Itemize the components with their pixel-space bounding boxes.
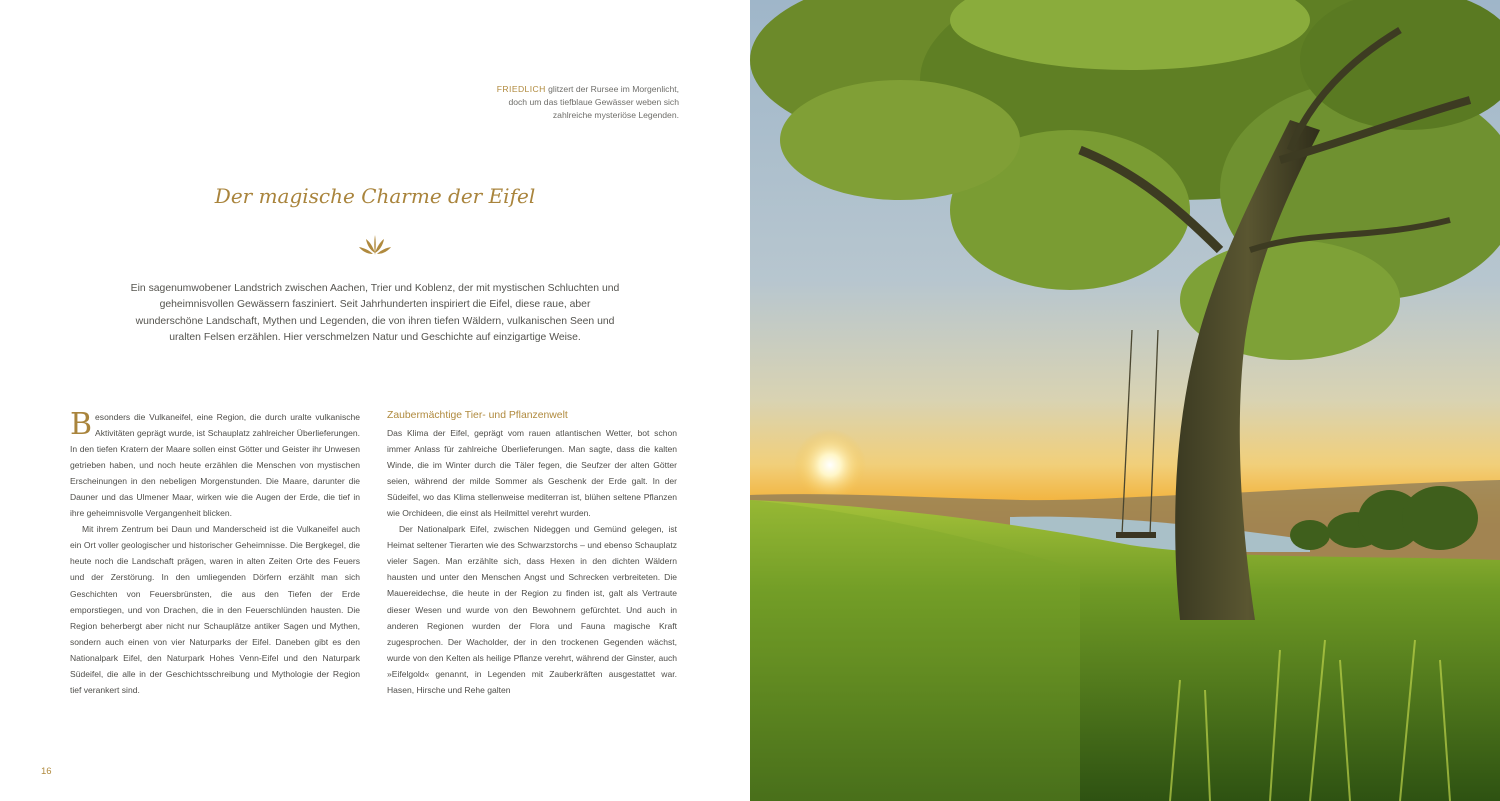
photo-page: [750, 0, 1500, 801]
caption-lead-word: FRIEDLICH: [496, 84, 546, 94]
sun: [794, 429, 866, 501]
caption-line-2: doch um das tiefblaue Gewässer weben sich: [508, 97, 679, 107]
chapter-title: Der magische Charme der Eifel: [214, 184, 536, 208]
paragraph-1: [70, 409, 360, 521]
text-column-right: [387, 409, 677, 698]
paragraph-3: Das Klima der Eifel, geprägt vom rauen atlantischen Wetter, bot schon immer Anlass für zahlreiche Überlieferungen. Man sagte, dass die kalten Winde, die im Winter durch die Täler fegen, die Seufzer der alten Götter seien, während der milde Sommer als Geschenk der Erde galt. In der Südeifel, wo das Klima stellenweise mediterran ist, blühen seltene Pflanzen wie Orchideen, die einst als Heilmittel verehrt wurden.: [387, 428, 677, 519]
paragraph-4: Der Nationalpark Eifel, zwischen Nideggen und Gemünd gelegen, ist Heimat seltener Tierarten wie des Schwarzstorchs – und ebenso Schauplatz vieler Sagen. Man erzählte sich, dass Hexen in den dichten Wäldern hausten und unter den Menschen Angst und Schrecken verbreiteten. Die Mauereidechse, die heute in der Region zu finden ist, galt als Vertraute dieser Wesen und wurde von den Bewohnern gefürchtet. Und auch in anderen Regionen wurden der Flora und Fauna magische Kraft zugesprochen. Der Wacholder, der in den trockenen Gegenden wächst, wurde von den Kelten als heilige Pflanze verehrt, während der Ginster, auch »Eifelgold« genannt, in Legenden mit Zauberkräften ausgestattet war. Hasen, Hirsche und Rehe galten: [387, 524, 677, 695]
landscape-photo: [750, 0, 1500, 801]
intro-paragraph: Ein sagenumwobener Landstrich zwischen Aachen, Trier und Koblenz, der mit mystischen Schluchten und geheimnisvollen Gewässern fasziniert. Seit Jahrhunderten inspiriert die Eifel, diese raue, aber wunderschöne Landschaft, Mythen und Legenden, die von ihren tiefen Wäldern, vulkanischen Seen und uralten Felsen erzählen. Hier verschmelzen Natur und Geschichte auf einzigartige Weise.: [130, 283, 620, 343]
photo-caption: [379, 83, 679, 122]
caption-line-3: zahlreiche mysteriöse Legenden.: [552, 110, 679, 120]
drop-cap: B: [70, 407, 93, 442]
text-column-left: [70, 409, 360, 698]
caption-line-1-rest: glitzert der Rursee im Morgenlicht,: [545, 84, 679, 94]
caption-line-1: [379, 83, 679, 96]
paragraph-1-text: esonders die Vulkaneifel, eine Region, die durch uralte vulkanische Aktivitäten geprägt wurde, ist Schauplatz zahlreicher Überlieferungen. In den tiefen Kratern der Maare sollen einst Götter und Geister ihr Unwesen getrieben haben, und noch heute erzählen die Menschen von mystischen Erscheinungen in den nebeligen Morgenstunden. Die Maare, darunter die Dauner und das Ulmener Maar, wirken wie die Augen der Erde, die tief in ihre geheimnisvolle Vergangenheit blicken.: [70, 412, 360, 519]
page-number: 16: [41, 766, 52, 777]
section-heading: Zaubermächtige Tier- und Pflanzenwelt: [387, 410, 568, 421]
leaf-ornament-icon: [357, 233, 393, 257]
paragraph-2: Mit ihrem Zentrum bei Daun und Manderscheid ist die Vulkaneifel auch ein Ort voller geologischer und historischer Geheimnisse. Die Bergkegel, die heute noch die Landschaft prägen, waren in alten Zeiten Orte des Feuers und der Zerstörung. In den umliegenden Dörfern erzählt man sich Geschichten von Feuersbrünsten, die aus den Tiefen der Erde emporstiegen, und von Drachen, die in den Feuerschlünden hausten. Die Region beherbergt aber nicht nur Schauplätze antiker Sagen und Mythen, sondern auch einen von vier Naturparks der Eifel. Daneben gibt es den Nationalpark Eifel, den Naturpark Hohes Venn-Eifel und den Naturpark Südeifel, die alle in der Geschichtsschreibung und Mythologie der Region tief verankert sind.: [70, 524, 360, 695]
